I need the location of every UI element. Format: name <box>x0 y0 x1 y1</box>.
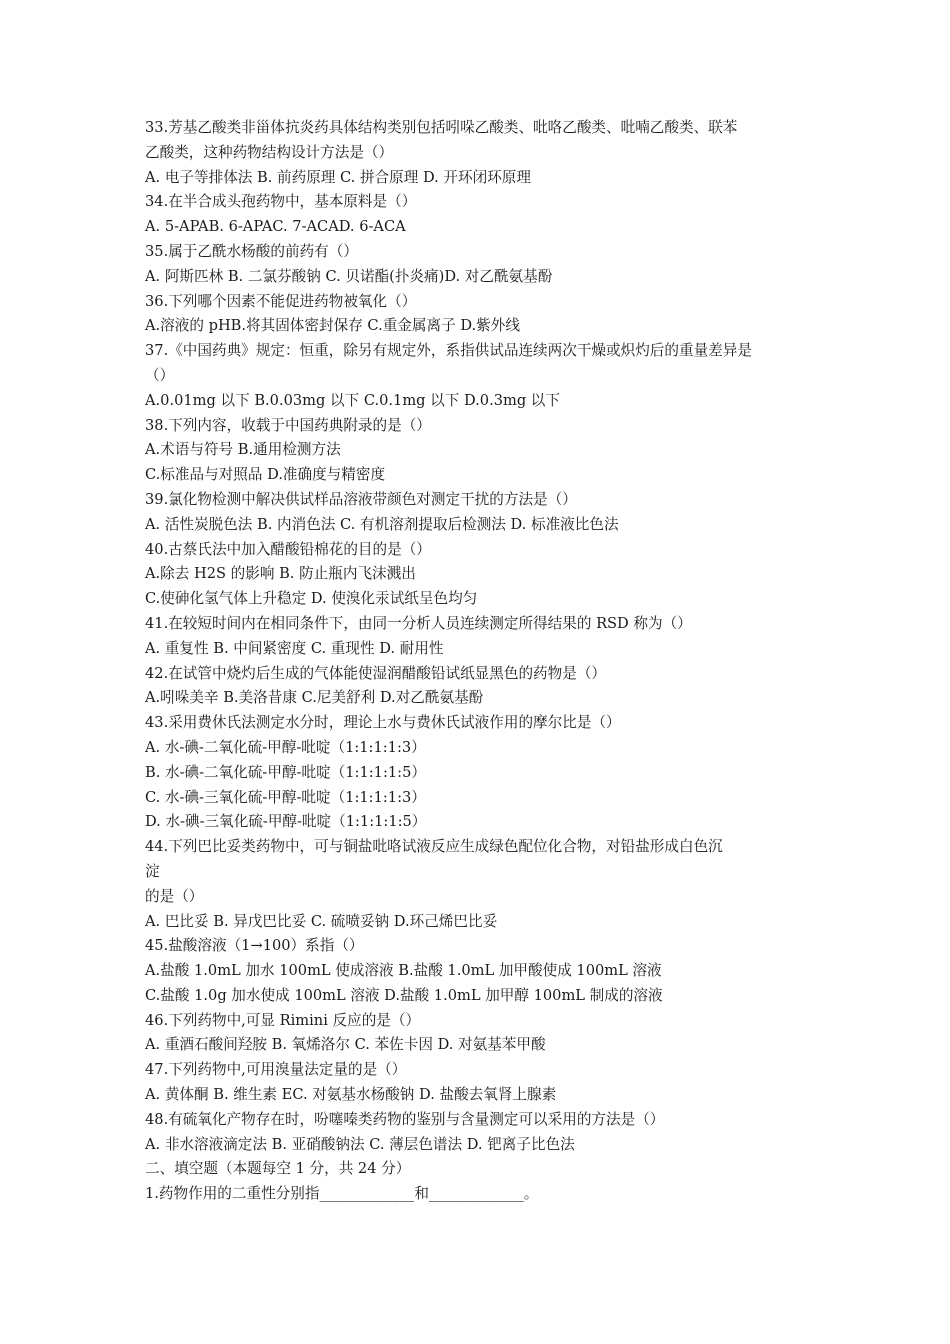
text-line: 46.下列药物中,可显 Rimini 反应的是（） <box>145 1011 421 1029</box>
text-line: 43.采用费休氏法测定水分时，理论上水与费休氏试液作用的摩尔比是（） <box>145 714 621 732</box>
text-line: C.使砷化氢气体上升稳定 D. 使溴化汞试纸呈色均匀 <box>145 590 478 608</box>
text-line: D. 水-碘-三氧化硫-甲醇-吡啶（1:1:1:1:5） <box>145 813 427 831</box>
text-line: A. 电子等排体法 B. 前药原理 C. 拼合原理 D. 开环闭环原理 <box>145 168 531 186</box>
text-line: 44.下列巴比妥类药物中，可与铜盐吡咯试液反应生成绿色配位化合物，对铅盐形成白色沉 <box>145 838 723 856</box>
text-line: 48.有硫氧化产物存在时，吩噻嗪类药物的鉴别与含量测定可以采用的方法是（） <box>145 1110 665 1128</box>
text-line: A. 阿斯匹林 B. 二氯芬酸钠 C. 贝诺酯(扑炎痛)D. 对乙酰氨基酚 <box>145 267 553 285</box>
text-line: A.0.01mg 以下 B.0.03mg 以下 C.0.1mg 以下 D.0.3mg 以下 <box>145 391 560 409</box>
text-line: 乙酸类，这种药物结构设计方法是（） <box>145 143 394 161</box>
text-line: 34.在半合成头孢药物中，基本原料是（） <box>145 193 417 211</box>
text-line: 42.在试管中烧灼后生成的气体能使湿润醋酸铅试纸显黑色的药物是（） <box>145 664 607 682</box>
text-line: C.盐酸 1.0g 加水使成 100mL 溶液 D.盐酸 1.0mL 加甲醇 100mL 制成的溶液 <box>145 986 663 1004</box>
text-line: C. 水-碘-三氧化硫-甲醇-吡啶（1:1:1:1:3） <box>145 788 426 806</box>
text-line: A.吲哚美辛 B.美洛昔康 C.尼美舒利 D.对乙酰氨基酚 <box>145 689 484 707</box>
text-line: 47.下列药物中,可用溴量法定量的是（） <box>145 1061 407 1079</box>
text-line: 33.芳基乙酸类非甾体抗炎药具体结构类别包括吲哚乙酸类、吡咯乙酸类、吡喃乙酸类、联苯 <box>145 119 738 136</box>
text-line: 38.下列内容，收载于中国药典附录的是（） <box>145 416 431 434</box>
text-line: A. 5-APAB. 6-APAC. 7-ACAD. 6-ACA <box>145 218 406 236</box>
text-line: （） <box>145 366 175 384</box>
text-line: 39.氯化物检测中解决供试样品溶液带颜色对测定干扰的方法是（） <box>145 490 577 508</box>
text-line: 41.在较短时间内在相同条件下，由同一分析人员连续测定所得结果的 RSD 称为（） <box>145 614 692 632</box>
text-line: A. 重酒石酸间羟胺 B. 氧烯洛尔 C. 苯佐卡因 D. 对氨基苯甲酸 <box>145 1036 546 1054</box>
text-line: 40.古蔡氏法中加入醋酸铅棉花的目的是（） <box>145 540 431 558</box>
text-line: A.除去 H2S 的影响 B. 防止瓶内飞沫溅出 <box>145 565 416 583</box>
text-line: C.标准品与对照品 D.准确度与精密度 <box>145 466 386 484</box>
document-body <box>145 116 815 1207</box>
section-heading: 二、填空题（本题每空 1 分，共 24 分） <box>145 1160 411 1178</box>
text-line: A. 重复性 B. 中间紧密度 C. 重现性 D. 耐用性 <box>145 639 444 657</box>
text-line: 45.盐酸溶液（1→100）系指（） <box>145 937 364 955</box>
text-line: A. 巴比妥 B. 异戊巴比妥 C. 硫喷妥钠 D.环己烯巴比妥 <box>145 912 498 930</box>
text-line: 35.属于乙酰水杨酸的前药有（） <box>145 242 358 260</box>
text-line: A. 水-碘-二氧化硫-甲醇-吡啶（1:1:1:1:3） <box>145 738 426 756</box>
text-line: A.盐酸 1.0mL 加水 100mL 使成溶液 B.盐酸 1.0mL 加甲酸使成 100mL 溶液 <box>145 962 662 980</box>
text-line: 37.《中国药典》规定：恒重，除另有规定外，系指供试品连续两次干燥或炽灼后的重量差异是 <box>145 342 752 360</box>
text-line: 淀 <box>145 862 160 880</box>
text-line: 36.下列哪个因素不能促进药物被氧化（） <box>145 292 417 310</box>
text-line: A. 非水溶液滴定法 B. 亚硝酸钠法 C. 薄层色谱法 D. 钯离子比色法 <box>145 1135 575 1153</box>
text-line: A.术语与符号 B.通用检测方法 <box>145 441 341 459</box>
text-line: A. 黄体酮 B. 维生素 EC. 对氨基水杨酸钠 D. 盐酸去氧肾上腺素 <box>145 1086 557 1104</box>
text-line: B. 水-碘-二氧化硫-甲醇-吡啶（1:1:1:1:5） <box>145 763 426 781</box>
text-line: 1.药物作用的二重性分别指_____________和_____________。 <box>145 1185 539 1203</box>
text-line: 的是（） <box>145 887 204 905</box>
text-line: A.溶液的 pHB.将其固体密封保存 C.重金属离子 D.紫外线 <box>145 317 520 335</box>
text-line: A. 活性炭脱色法 B. 内消色法 C. 有机溶剂提取后检测法 D. 标准液比色法 <box>145 515 619 533</box>
